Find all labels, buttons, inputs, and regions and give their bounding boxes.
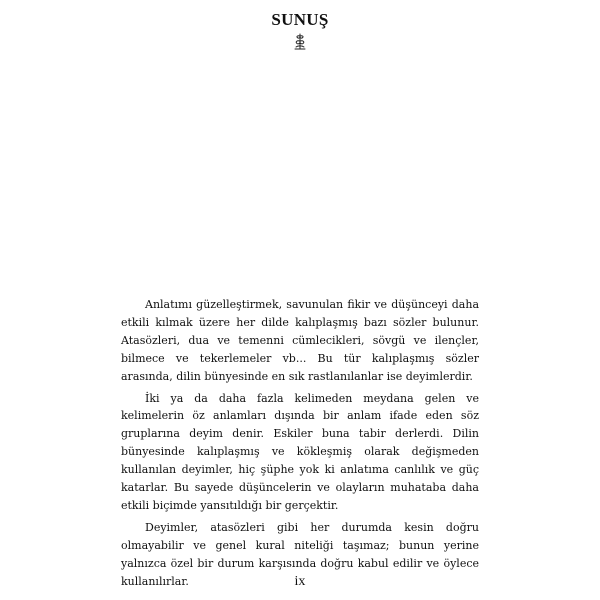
floral-ornament-icon <box>293 33 307 50</box>
page-title: SUNUŞ <box>271 10 329 29</box>
paragraph-1: Anlatımı güzelleştirmek, savunulan fikir ve düşünceyi daha etkili kılmak üzere her dilde kalıplaşmış bazı sözler bulunur. Atasözleri, dua ve temenni cümlecikleri, sövgü ve ilençler, bilmece ve tekerlemeler vb... Bu tür kalıplaşmış sözler arasında, dilin bünyesinde en sık rastlanılanlar ise deyimlerdir. <box>121 298 479 383</box>
paragraph-2: İki ya da daha fazla kelimeden meydana gelen ve kelimelerin öz anlamları dışında bir anlam ifade eden söz gruplarına deyim denir. Eskiler buna tabir derlerdi. Dilin bünyesinde kalıplaşmış ve kökleşmiş olarak değişmeden kullanılan deyimler, hiç şüphe yok ki anlatıma canlılık ve güç katarlar. Bu sayede düşüncelerin ve olayların muhataba daha etkili biçimde yansıtıldığı bir gerçektir. <box>121 391 479 512</box>
paragraph-3: Deyimler, atasözleri gibi her durumda kesin doğru olmayabilir ve genel kural niteliği taşımaz; bunun yerine yalnızca özel bir durum karşısında doğru kabul edilir ve öylece kullanılırlar. <box>121 520 479 588</box>
page-number: ix <box>294 574 306 589</box>
body-text <box>121 296 479 595</box>
